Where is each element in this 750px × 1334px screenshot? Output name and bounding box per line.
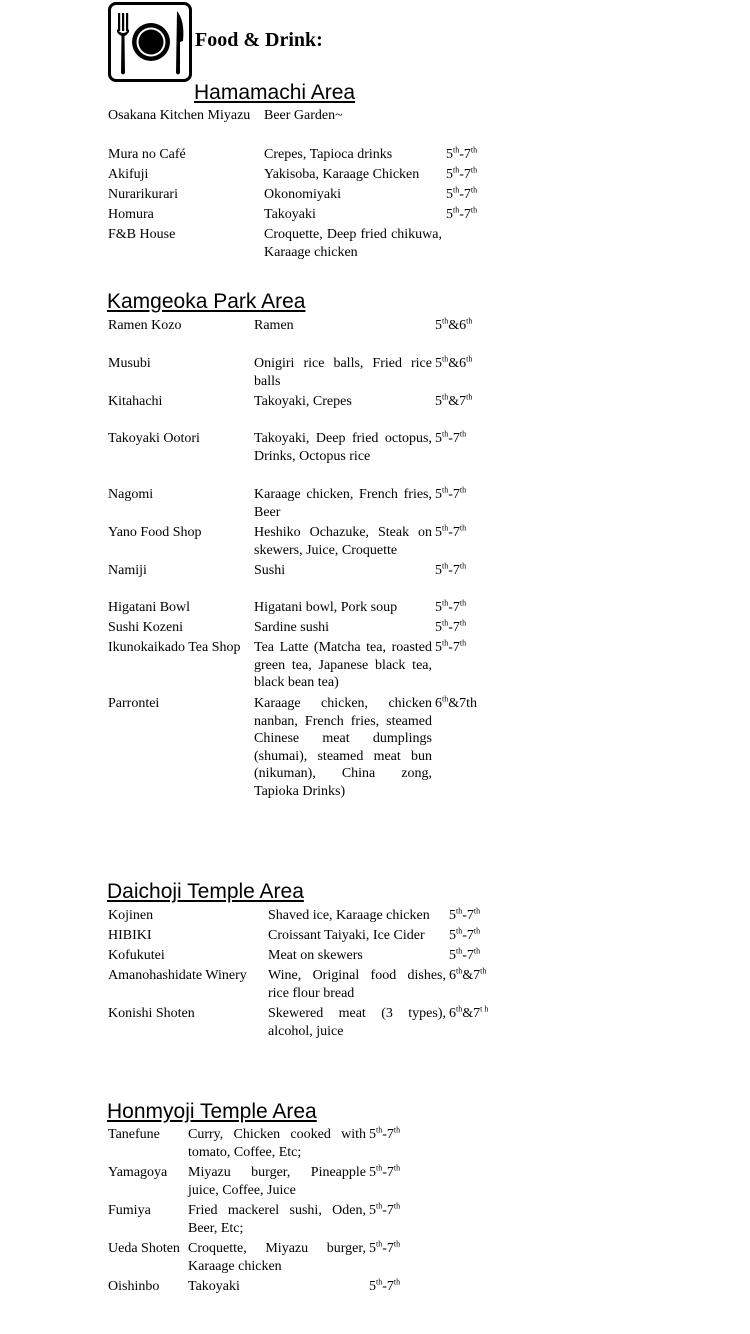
day-end: 7 [386,1127,394,1142]
day-end: 7 [466,948,474,963]
day-start: 5 [449,948,456,963]
day-start: 6 [449,968,456,983]
vendor-days [369,1240,400,1258]
day-end-suffix: th [473,946,481,956]
day-separator: - [382,1165,387,1180]
vendor-name: Konishi Shoten [108,1006,195,1021]
vendor-items: Takoyaki [188,1279,240,1294]
vendor-days [435,599,466,617]
day-separator: & [448,318,460,333]
vendor-days [435,619,466,637]
vendor-days [446,166,477,184]
vendor-days [435,430,466,448]
day-end-suffix: th [459,598,467,608]
day-end: 7 [473,1006,481,1021]
day-end-suffix: th [466,316,473,326]
day-separator: - [462,948,467,963]
vendor-items: Karaage chicken, French fries, Beer [254,487,432,520]
page-title: Food & Drink: [195,29,323,51]
day-separator: - [448,431,453,446]
vendor-name: Namiji [108,563,147,578]
vendor-items: Karaage chicken, chicken nanban, French fries, steamed Chinese meat dumplings (shumai), steamed meat bun (nikuman), China zong, Tapioka Drinks) [254,696,432,799]
vendor-days [449,927,480,945]
vendor-name: Ueda Shoten [108,1241,180,1256]
day-start-suffix: th [453,165,460,175]
vendor-note-beer-garden: Beer Garden~ [264,108,343,123]
vendor-items: Sardine sushi [254,620,330,635]
vendor-items: Okonomiyaki [264,187,341,202]
vendor-days [369,1278,400,1296]
day-end-suffix: th [473,906,481,916]
day-end-suffix: th [393,1201,401,1211]
vendor-items: Yakisoba, Karaage Chicken [264,167,420,182]
day-start-suffix: th [442,694,449,704]
day-end: 7 [466,928,474,943]
day-end-suffix: t h [480,1004,489,1014]
day-separator: - [382,1241,387,1256]
vendor-items: Croissant Taiyaki, Ice Cider [268,928,425,943]
day-separator: - [448,525,453,540]
day-separator: - [382,1127,387,1142]
day-start: 5 [446,207,453,222]
day-start-suffix: th [442,354,449,364]
vendor-items: Crepes, Tapioca drinks [264,147,393,162]
vendor-name: Parrontei [108,696,160,711]
day-separator: - [462,908,467,923]
day-start-suffix: th [376,1163,383,1173]
vendor-name: Tanefune [108,1127,160,1142]
vendor-name: Higatani Bowl [108,600,191,615]
vendor-days [435,317,472,335]
vendor-days [449,907,480,925]
day-separator: - [459,167,464,182]
vendor-items: Croquette, Deep fried chikuwa, Karaage chicken [264,227,442,260]
area-title-hamamachi: Hamamachi Area [194,81,356,104]
area-title-kamgeoka: Kamgeoka Park Area [107,290,306,313]
day-end: 7 [452,525,460,540]
day-start-suffix: th [456,906,463,916]
vendor-name: Kojinen [108,908,154,923]
day-end-suffix: th [473,926,481,936]
day-start: 5 [435,525,442,540]
vendor-days [449,947,480,965]
vendor-items: Miyazu burger, Pineapple juice, Coffee, Juice [188,1165,366,1198]
day-start-suffix: th [453,145,460,155]
day-start-suffix: th [376,1239,383,1249]
day-start-suffix: th [456,946,463,956]
vendor-days [446,186,477,204]
vendor-days [369,1126,400,1144]
day-start-suffix: th [442,618,449,628]
day-end-suffix: th [393,1239,401,1249]
day-separator: - [459,207,464,222]
day-end-suffix: th [459,638,467,648]
day-end: 7 [452,640,460,655]
vendor-items: Curry, Chicken cooked with tomato, Coffee, Etc; [188,1127,366,1160]
vendor-items: Heshiko Ochazuke, Steak on skewers, Juice, Croquette [254,525,432,558]
day-end: 6 [459,318,467,333]
day-start-suffix: th [456,966,463,976]
day-end-suffix: th [470,205,478,215]
day-start: 5 [435,563,442,578]
vendor-name: Mura no Café [108,147,186,162]
vendor-days [435,562,466,580]
day-separator: - [459,187,464,202]
vendor-name: Musubi [108,356,151,371]
day-start: 5 [369,1127,376,1142]
day-end: 7 [463,167,471,182]
vendor-name: Nagomi [108,487,154,502]
day-separator: - [459,147,464,162]
vendor-name: Sushi Kozeni [108,620,184,635]
vendor-days [446,146,477,164]
vendor-days [435,355,472,373]
day-start-suffix: th [456,1004,463,1014]
day-start: 5 [449,928,456,943]
day-end-suffix: th [459,523,467,533]
vendor-name: Fumiya [108,1203,151,1218]
day-separator: - [382,1203,387,1218]
day-end: 7 [463,147,471,162]
day-end: 7 [386,1165,394,1180]
day-end-suffix: th [459,485,467,495]
day-start: 5 [435,356,442,371]
vendor-items: Onigiri rice balls, Fried rice balls [254,356,432,389]
day-end: 6 [459,356,467,371]
vendor-items: Ramen [254,318,294,333]
day-start: 5 [446,147,453,162]
day-start: 5 [369,1241,376,1256]
day-start-suffix: th [453,205,460,215]
day-start: 5 [446,187,453,202]
day-end: 7 [452,620,460,635]
day-end: 7 [466,908,474,923]
day-separator: &7th [448,696,478,711]
day-start-suffix: th [442,561,449,571]
day-separator: - [448,640,453,655]
vendor-days [369,1164,400,1182]
plate-fork-knife-icon [108,2,192,82]
day-separator: - [448,487,453,502]
day-start-suffix: th [376,1125,383,1135]
day-start-suffix: th [442,316,449,326]
day-end-suffix: th [466,392,473,402]
day-separator: & [462,1006,474,1021]
day-end: 7 [463,207,471,222]
vendor-name: Ramen Kozo [108,318,182,333]
vendor-items: Croquette, Miyazu burger, Karaage chicken [188,1241,366,1274]
day-end-suffix: th [470,165,478,175]
day-start: 5 [435,431,442,446]
day-separator: - [462,928,467,943]
day-start: 5 [435,640,442,655]
vendor-name: Yamagoya [108,1165,168,1180]
day-start: 5 [435,394,442,409]
day-start-suffix: th [442,392,449,402]
day-end: 7 [452,487,460,502]
vendor-items: Fried mackerel sushi, Oden, Beer, Etc; [188,1203,366,1236]
vendor-name: Kofukutei [108,948,165,963]
day-start: 5 [435,600,442,615]
day-end-suffix: th [393,1277,401,1287]
day-separator: - [448,600,453,615]
day-start: 5 [435,620,442,635]
day-separator: & [462,968,474,983]
vendor-days [435,486,466,504]
vendor-name: Akifuji [108,167,149,182]
vendor-items: Shaved ice, Karaage chicken [268,908,430,923]
day-separator: - [382,1279,387,1294]
day-start: 5 [369,1279,376,1294]
day-end: 7 [452,563,460,578]
vendor-name: Amanohashidate Winery [108,968,247,983]
day-start-suffix: th [442,429,449,439]
vendor-days [369,1202,400,1220]
vendor-days [449,967,486,985]
vendor-name: Oishinbo [108,1279,160,1294]
day-start-suffix: th [442,598,449,608]
vendor-name: Ikunokaikado Tea Shop [108,640,241,655]
day-start: 5 [369,1165,376,1180]
day-separator: - [448,620,453,635]
day-end-suffix: th [466,354,473,364]
vendor-days [446,206,477,224]
day-start-suffix: th [442,638,449,648]
vendor-days [449,1005,488,1023]
day-start: 5 [435,318,442,333]
day-start: 5 [369,1203,376,1218]
day-end-suffix: th [393,1163,401,1173]
vendor-items: Takoyaki, Deep fried octopus, Drinks, Octopus rice [254,431,432,464]
day-start-suffix: th [376,1277,383,1287]
day-end-suffix: th [459,561,467,571]
day-end: 7 [452,431,460,446]
vendor-name: HIBIKI [108,928,152,943]
day-start-suffix: th [376,1201,383,1211]
day-end: 7 [459,394,467,409]
vendor-name: Nurarikurari [108,187,178,202]
vendor-name: Kitahachi [108,394,163,409]
vendor-days [435,393,472,411]
vendor-name: Takoyaki Ootori [108,431,200,446]
vendor-days [435,639,466,657]
vendor-name: F&B House [108,227,176,242]
day-end: 7 [386,1279,394,1294]
day-end-suffix: th [470,185,478,195]
day-start: 5 [446,167,453,182]
vendor-items: Tea Latte (Matcha tea, roasted green tea, Japanese black tea, black bean tea) [254,640,432,690]
day-end: 7 [386,1241,394,1256]
vendor-items: Higatani bowl, Pork soup [254,600,398,615]
day-start-suffix: th [453,185,460,195]
vendor-days [435,695,477,713]
day-end: 7 [463,187,471,202]
vendor-items: Takoyaki, Crepes [254,394,352,409]
day-end-suffix: th [393,1125,401,1135]
day-start-suffix: th [442,485,449,495]
vendor-days [435,524,466,542]
day-start: 5 [449,908,456,923]
area-title-daichoji: Daichoji Temple Area [107,880,304,903]
day-end-suffix: th [480,966,487,976]
day-separator: & [448,356,460,371]
day-start: 5 [435,487,442,502]
day-start-suffix: th [456,926,463,936]
day-start: 6 [449,1006,456,1021]
vendor-items: Meat on skewers [268,948,363,963]
day-separator: & [448,394,460,409]
vendor-name: Homura [108,207,154,222]
day-end: 7 [473,968,481,983]
day-end-suffix: th [470,145,478,155]
day-end-suffix: th [459,618,467,628]
vendor-name: Yano Food Shop [108,525,202,540]
vendor-name-osakana-kitchen: Osakana Kitchen Miyazu [108,108,251,123]
day-start: 6 [435,696,442,711]
day-start-suffix: th [442,523,449,533]
vendor-items: Wine, Original food dishes, rice flour bread [268,968,446,1001]
area-title-honmyoji: Honmyoji Temple Area [107,1100,317,1123]
vendor-items: Skewered meat (3 types), alcohol, juice [268,1006,446,1039]
day-end: 7 [452,600,460,615]
day-separator: - [448,563,453,578]
vendor-items: Sushi [254,563,286,578]
vendor-items: Takoyaki [264,207,316,222]
day-end-suffix: th [459,429,467,439]
day-end: 7 [386,1203,394,1218]
